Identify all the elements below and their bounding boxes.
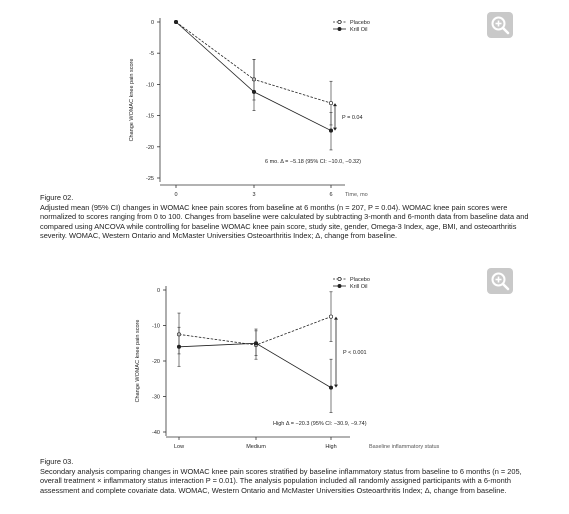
zoom-button-figure-02[interactable] xyxy=(487,12,513,38)
delta-annotation: 6 mo. Δ = −5.18 (95% CI: −10.0, −0.32) xyxy=(265,159,362,165)
x-axis-label: Baseline inflammatory status xyxy=(369,444,440,450)
legend-label: Placebo xyxy=(350,277,370,283)
arrow-head-up xyxy=(333,103,337,106)
figure-label: Figure 03. xyxy=(40,457,74,466)
zoom-button-figure-03[interactable] xyxy=(487,268,513,294)
data-point xyxy=(177,345,180,348)
data-point xyxy=(329,315,332,318)
x-axis-label: Time, mo xyxy=(345,192,368,198)
figure-02-chart xyxy=(0,0,569,210)
data-point xyxy=(252,90,255,93)
legend-marker xyxy=(338,277,341,280)
x-tick-label: Medium xyxy=(246,444,266,450)
series-line-krill-oil xyxy=(179,343,331,387)
arrow-head-down xyxy=(334,385,338,388)
figure-02-caption-block xyxy=(40,193,530,241)
legend-label: Placebo xyxy=(350,20,370,26)
y-axis-label: Change WOMAC knee pain score xyxy=(129,58,135,142)
y-tick-label: -15 xyxy=(146,113,154,120)
p-value-annotation: P < 0.001 xyxy=(343,350,367,357)
y-axis-label: Change WOMAC knee pain score xyxy=(135,319,141,403)
legend-marker xyxy=(338,20,341,23)
series-line-krill-oil xyxy=(176,22,331,131)
y-tick-label: -5 xyxy=(149,51,154,58)
data-point xyxy=(329,129,332,132)
legend-label: Krill Oil xyxy=(350,284,368,290)
figure-03-chart xyxy=(0,262,569,457)
x-tick-label: 6 xyxy=(329,192,333,198)
figure-caption: Adjusted mean (95% CI) changes in WOMAC knee pain scores from baseline at 6 months (n = 207, P = 0.04). WOMAC knee pain scores were normalized to scores ranging from 0 to 100. Changes from baseline were calculated by subtracting 3-month and 6-month data from baseline data and compared using ANCOVA while controlling for baseline WOMAC knee pain score, study site, gender, Omega-3 Index, age, BMI, and osteoarthritis severity. WOMAC, Western Ontario and McMaster Universities Osteoarthritis Index; Δ, change from baseline. xyxy=(40,202,529,241)
arrow-head-up xyxy=(334,317,338,320)
y-tick-label: -10 xyxy=(146,82,154,89)
y-tick-label: -40 xyxy=(152,430,160,436)
figure-03-caption-block xyxy=(40,457,530,495)
y-tick-label: 0 xyxy=(150,20,154,26)
y-tick-label: 0 xyxy=(156,288,160,294)
x-tick-label: 0 xyxy=(174,192,178,198)
y-tick-label: -25 xyxy=(146,176,154,182)
legend-marker xyxy=(338,284,341,287)
y-tick-label: -20 xyxy=(146,144,154,151)
figure-caption: Secondary analysis comparing changes in WOMAC knee pain scores stratified by baseline inflammatory status from baseline to 6 months (n = 205, overall treatment × inflammatory status interaction P = 0.01). The analysis population included all randomly assigned participants with a 6-month assessment and complete covariate data. WOMAC, Western Ontario and McMaster Universities Osteoarthritis Index; Δ, change from baseline. xyxy=(40,466,522,495)
data-point xyxy=(329,386,332,389)
legend-marker xyxy=(338,27,341,30)
arrow-head-down xyxy=(333,128,337,131)
zoom-in-icon xyxy=(487,268,513,294)
y-tick-label: -20 xyxy=(152,359,160,365)
figure-label: Figure 02. xyxy=(40,193,74,202)
data-point xyxy=(329,101,332,104)
y-tick-label: -10 xyxy=(152,323,160,330)
p-value-annotation: P = 0.04 xyxy=(342,114,363,121)
data-point xyxy=(254,342,257,345)
x-tick-label: Low xyxy=(173,444,185,450)
legend-label: Krill Oil xyxy=(350,27,368,33)
x-tick-label: 3 xyxy=(252,192,256,198)
data-point xyxy=(174,20,177,23)
y-tick-label: -30 xyxy=(152,394,160,401)
x-tick-label: High xyxy=(325,444,337,450)
figure-03 xyxy=(0,262,569,514)
delta-annotation: High Δ = −20.3 (95% CI: −30.9, −9.74) xyxy=(273,421,367,427)
zoom-in-icon xyxy=(487,12,513,38)
